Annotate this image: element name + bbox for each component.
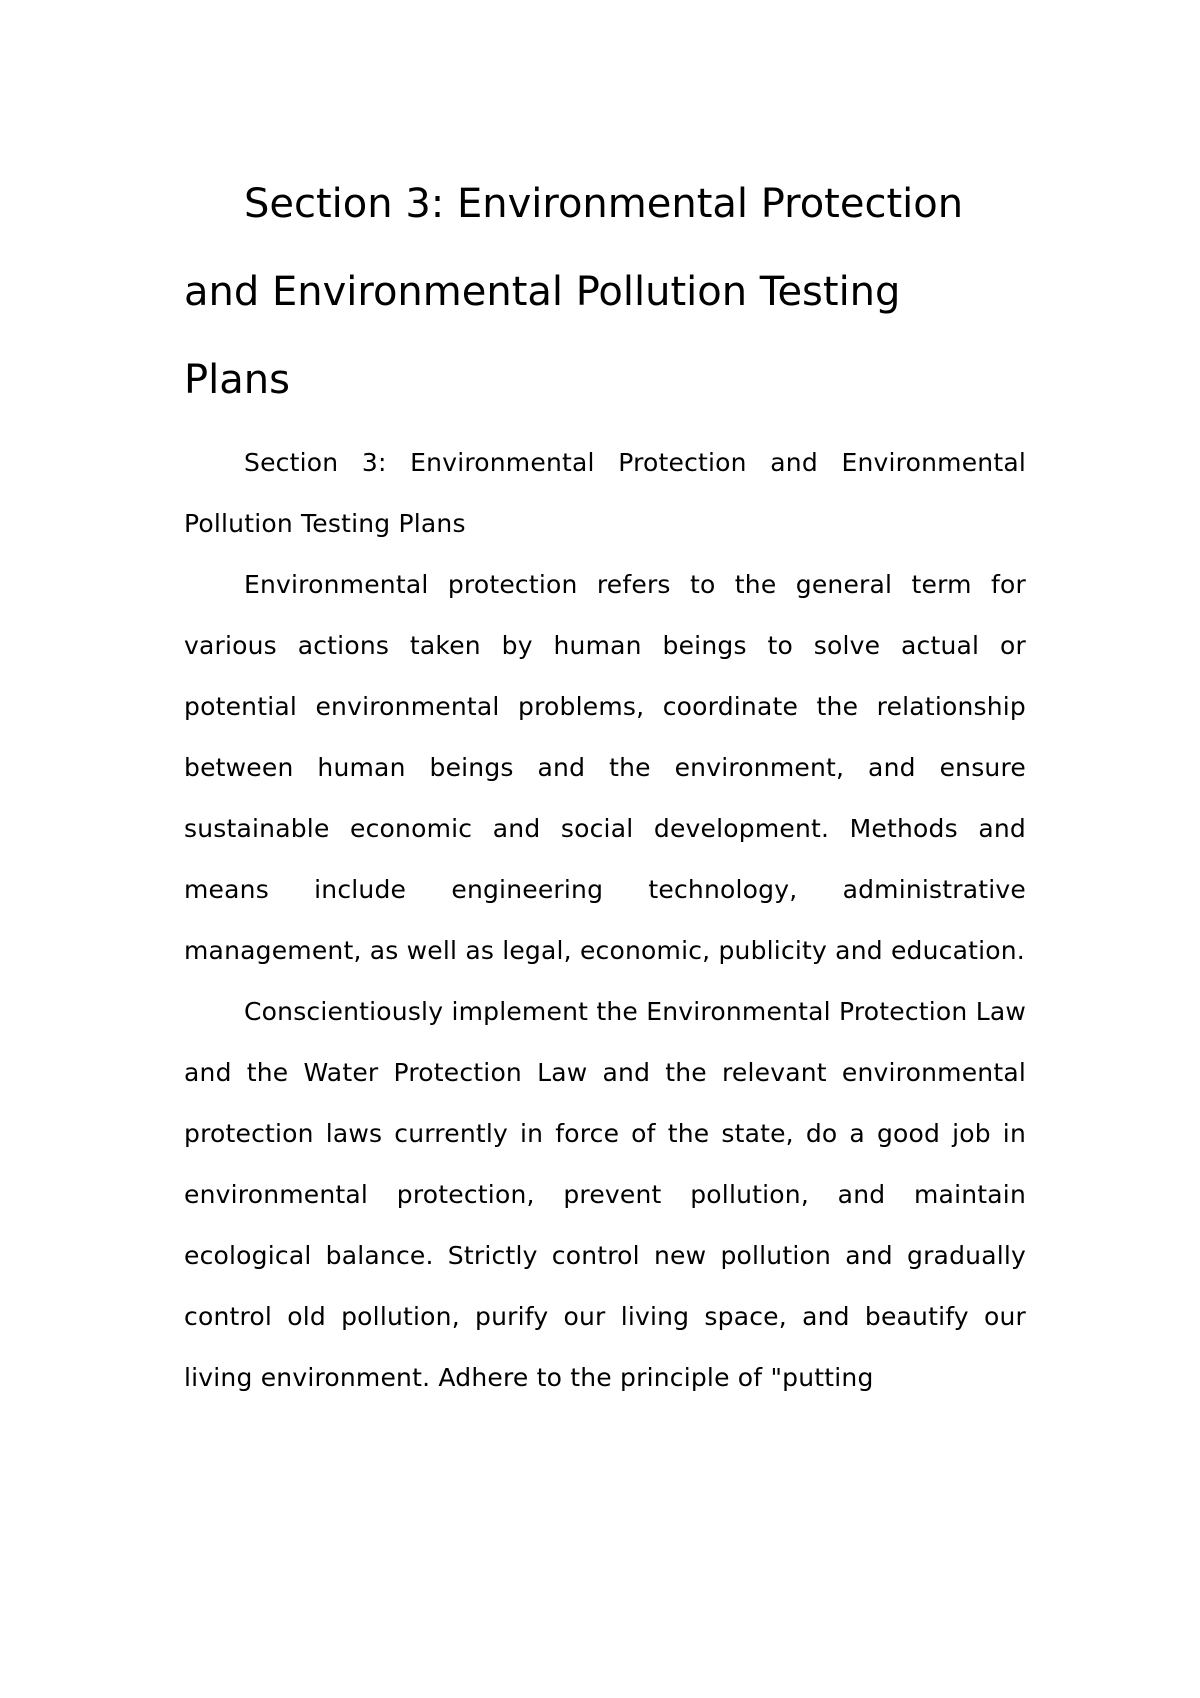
body-paragraph-2: Conscientiously implement the Environmental Protection Law and the Water Protection Law and the relevant environmental protection laws currently in force of the state, do a good job in environmental protection, prevent pollution, and maintain ecological balance. Strictly control new pollution and gradually control old pollution, purify our living space, and beautify our living environment. Adhere to the principle of "putting <box>184 997 1026 1392</box>
section-subtitle: Section 3: Environmental Protection and Environmental Pollution Testing Plans <box>184 448 1026 538</box>
title-line-1: Section 3: Environmental Protection <box>244 181 964 227</box>
document-title <box>184 160 1026 424</box>
document-page <box>184 168 1026 1408</box>
title-line-3: Plans <box>184 357 290 403</box>
body-paragraph-1: Environmental protection refers to the general term for various actions taken by human beings to solve actual or potential environmental problems, coordinate the relationship between human beings and the environment, and ensure sustainable economic and social development. Methods and means include engineering technology, administrative management, as well as legal, economic, publicity and education. <box>184 570 1026 965</box>
title-heading <box>184 160 1026 424</box>
title-line-2: and Environmental Pollution Testing <box>184 269 901 315</box>
